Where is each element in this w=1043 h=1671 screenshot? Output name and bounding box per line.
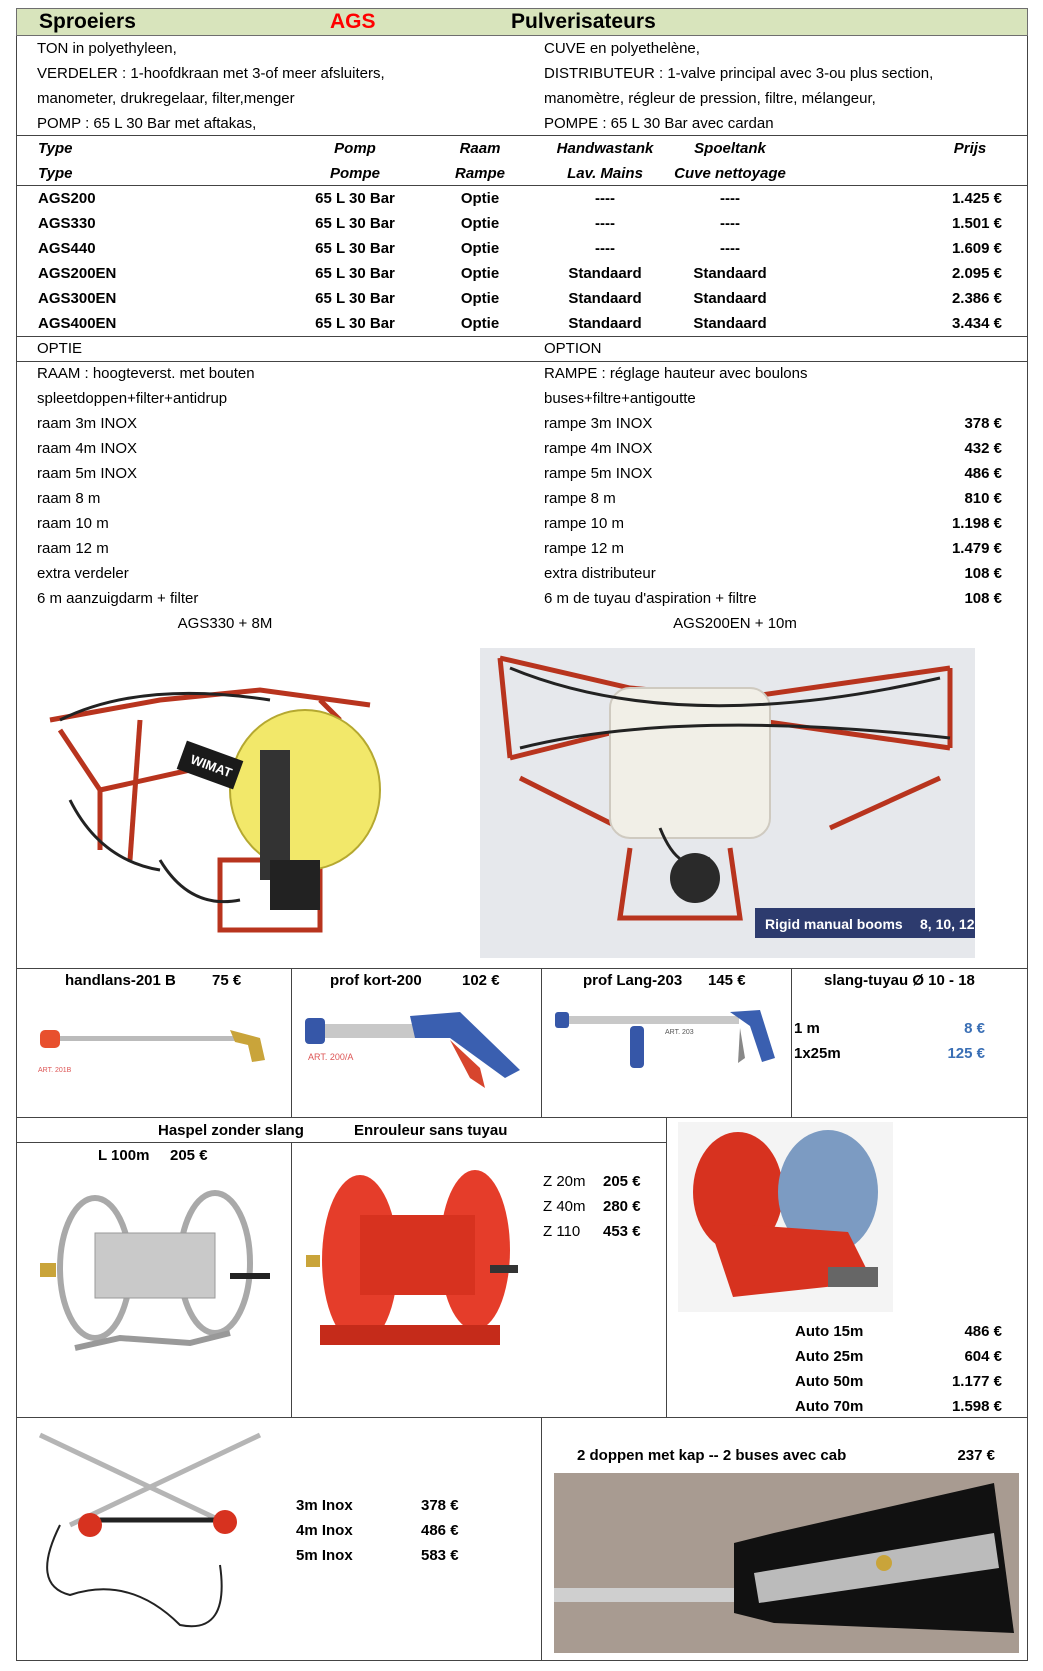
divider <box>16 968 1028 969</box>
reel-auto-label: Auto 15m <box>795 1323 864 1340</box>
option-fr: rampe 10 m <box>544 515 625 532</box>
accessory-name: prof Lang-203 <box>583 972 683 989</box>
reel-z-price: 205 € <box>603 1173 641 1190</box>
option-price: 378 € <box>964 415 1002 432</box>
hose-price: 8 € <box>964 1020 985 1037</box>
sprayer-photo-right <box>480 648 975 958</box>
intro-line: DISTRIBUTEUR : 1-valve principal avec 3-ou plus section, <box>544 65 934 82</box>
col-pompe: Pompe <box>329 165 380 182</box>
row-price: 3.434 € <box>951 315 1002 332</box>
hose-price: 125 € <box>947 1045 985 1062</box>
sprayer-photo-left <box>40 660 420 950</box>
option-label-fr: OPTION <box>544 340 602 357</box>
banner-text: Rigid manual booms <box>765 916 903 932</box>
option-nl: raam 3m INOX <box>37 415 138 432</box>
inox-price: 378 € <box>421 1497 459 1514</box>
row-raam: Optie <box>460 315 500 332</box>
option-price: 1.479 € <box>951 540 1002 557</box>
reels-title-fr: Enrouleur sans tuyau <box>354 1122 508 1139</box>
nozzle-cap-icon <box>554 1473 1019 1653</box>
reel-auto-price: 1.598 € <box>951 1398 1002 1415</box>
row-hand: Standaard <box>568 290 642 307</box>
option-fr: rampe 8 m <box>544 490 616 507</box>
svg-text:ART. 201B: ART. 201B <box>38 1067 72 1074</box>
boom-inox-icon <box>30 1425 290 1640</box>
row-type: AGS400EN <box>38 315 117 332</box>
header-title-fr: Pulverisateurs <box>511 10 656 33</box>
reel-z-label: Z 110 <box>543 1223 581 1240</box>
divider <box>16 185 1028 186</box>
option-fr: extra distributeur <box>544 565 656 582</box>
row-pomp: 65 L 30 Bar <box>315 290 395 307</box>
divider-v <box>291 968 292 1118</box>
option-fr: RAMPE : réglage hauteur avec boulons <box>544 365 808 382</box>
row-spoel: ---- <box>720 240 740 257</box>
option-nl: extra verdeler <box>37 565 129 582</box>
option-fr: rampe 3m INOX <box>544 415 653 432</box>
row-spoel: ---- <box>720 190 740 207</box>
row-spoel: Standaard <box>693 265 767 282</box>
option-fr: buses+filtre+antigoutte <box>544 390 696 407</box>
reel-auto-label: Auto 50m <box>795 1373 864 1390</box>
divider-v <box>541 968 542 1118</box>
inox-label: 4m Inox <box>296 1522 353 1539</box>
intro-line: TON in polyethyleen, <box>37 40 177 57</box>
col-lav: Lav. Mains <box>567 165 643 182</box>
reel-z-price: 453 € <box>603 1223 641 1240</box>
svg-text:ART. 203: ART. 203 <box>665 1029 694 1036</box>
reel-z-label: Z 20m <box>543 1173 586 1190</box>
reel-auto-price: 1.177 € <box>951 1373 1002 1390</box>
option-nl: raam 8 m <box>37 490 101 507</box>
hose-label: 1x25m <box>794 1045 841 1062</box>
row-type: AGS440 <box>38 240 96 257</box>
col-cuve: Cuve nettoyage <box>674 165 786 182</box>
photo-caption-right: AGS200EN + 10m <box>673 615 797 632</box>
option-fr: rampe 5m INOX <box>544 465 653 482</box>
divider <box>16 336 1028 337</box>
reel-auto-price: 604 € <box>964 1348 1002 1365</box>
row-hand: ---- <box>595 240 615 257</box>
inox-label: 5m Inox <box>296 1547 353 1564</box>
nozzles-price: 237 € <box>957 1447 995 1464</box>
row-price: 1.501 € <box>951 215 1002 232</box>
intro-line: VERDELER : 1-hoofdkraan met 3-of meer afsluiters, <box>37 65 385 82</box>
reel-red-icon <box>300 1155 540 1375</box>
reel-auto-label: Auto 70m <box>795 1398 864 1415</box>
accessory-price: 75 € <box>212 972 242 989</box>
intro-line: CUVE en polyethelène, <box>544 40 700 57</box>
row-raam: Optie <box>460 240 500 257</box>
divider-v <box>666 1117 667 1417</box>
divider <box>16 135 1028 136</box>
divider-v <box>541 1417 542 1660</box>
accessory-name: prof kort-200 <box>330 972 422 989</box>
inox-label: 3m Inox <box>296 1497 353 1514</box>
reel-z-label: Z 40m <box>543 1198 586 1215</box>
reels-title-nl: Haspel zonder slang <box>158 1122 304 1139</box>
row-price: 1.425 € <box>951 190 1002 207</box>
row-type: AGS200 <box>38 190 96 207</box>
inox-price: 583 € <box>421 1547 459 1564</box>
row-pomp: 65 L 30 Bar <box>315 190 395 207</box>
option-price: 1.198 € <box>951 515 1002 532</box>
col-spoel: Spoeltank <box>694 140 766 157</box>
row-price: 1.609 € <box>951 240 1002 257</box>
header-title-nl: Sproeiers <box>39 10 136 33</box>
option-fr: 6 m de tuyau d'aspiration + filtre <box>544 590 757 607</box>
option-nl: spleetdoppen+filter+antidrup <box>37 390 228 407</box>
nozzles-title: 2 doppen met kap -- 2 buses avec cab <box>577 1447 847 1464</box>
spray-gun-long-icon <box>550 998 780 1098</box>
header-bar <box>16 8 1028 36</box>
row-raam: Optie <box>460 215 500 232</box>
row-pomp: 65 L 30 Bar <box>315 265 395 282</box>
option-fr: rampe 4m INOX <box>544 440 653 457</box>
option-nl: raam 4m INOX <box>37 440 138 457</box>
option-price: 108 € <box>964 565 1002 582</box>
row-type: AGS300EN <box>38 290 117 307</box>
divider-v <box>291 1142 292 1417</box>
hose-title: slang-tuyau Ø 10 - 18 <box>824 972 975 989</box>
intro-line: POMPE : 65 L 30 Bar avec cardan <box>544 115 774 132</box>
row-pomp: 65 L 30 Bar <box>315 315 395 332</box>
reel-auto-price: 486 € <box>964 1323 1002 1340</box>
header-title-center: AGS <box>330 10 376 33</box>
divider <box>16 1142 667 1143</box>
option-price: 108 € <box>964 590 1002 607</box>
row-spoel: ---- <box>720 215 740 232</box>
option-label-nl: OPTIE <box>37 340 83 357</box>
hose-label: 1 m <box>794 1020 820 1037</box>
row-hand: Standaard <box>568 315 642 332</box>
row-hand: ---- <box>595 190 615 207</box>
option-nl: RAAM : hoogteverst. met bouten <box>37 365 255 382</box>
divider <box>16 1417 1028 1418</box>
reel-galvanized-icon <box>30 1183 280 1373</box>
reel-l100-label: L 100m <box>98 1147 150 1164</box>
option-nl: raam 10 m <box>37 515 109 532</box>
row-type: AGS200EN <box>38 265 117 282</box>
row-raam: Optie <box>460 290 500 307</box>
divider-v <box>791 968 792 1118</box>
reel-l100-price: 205 € <box>170 1147 208 1164</box>
col-pomp: Pomp <box>334 140 376 157</box>
option-nl: 6 m aanzuigdarm + filter <box>37 590 199 607</box>
intro-line: manometer, drukregelaar, filter,menger <box>37 90 295 107</box>
inox-price: 486 € <box>421 1522 459 1539</box>
spray-gun-icon <box>300 998 530 1098</box>
row-spoel: Standaard <box>693 290 767 307</box>
option-price: 810 € <box>964 490 1002 507</box>
divider <box>16 361 1028 362</box>
col-type-fr: Type <box>38 165 73 182</box>
col-type: Type <box>38 140 73 157</box>
photo-caption-left: AGS330 + 8M <box>177 615 273 632</box>
svg-text:ART. 200/A: ART. 200/A <box>308 1052 354 1062</box>
col-raam: Raam <box>459 140 501 157</box>
row-spoel: Standaard <box>693 315 767 332</box>
reel-auto-icon <box>678 1122 893 1312</box>
row-price: 2.095 € <box>951 265 1002 282</box>
option-nl: raam 12 m <box>37 540 109 557</box>
col-prijs: Prijs <box>953 140 987 157</box>
row-raam: Optie <box>460 265 500 282</box>
row-price: 2.386 € <box>951 290 1002 307</box>
reel-auto-label: Auto 25m <box>795 1348 864 1365</box>
row-pomp: 65 L 30 Bar <box>315 215 395 232</box>
option-fr: rampe 12 m <box>544 540 625 557</box>
row-hand: Standaard <box>568 265 642 282</box>
accessory-name: handlans-201 B <box>65 972 176 989</box>
option-price: 486 € <box>964 465 1002 482</box>
frame-bottom <box>16 1660 1028 1661</box>
col-hand: Handwastank <box>556 140 654 157</box>
accessory-price: 102 € <box>462 972 500 989</box>
banner-sizes: 8, 10, 12 <box>920 916 975 932</box>
intro-line: manomètre, régleur de pression, filtre, mélangeur, <box>544 90 876 107</box>
reel-z-price: 280 € <box>603 1198 641 1215</box>
row-type: AGS330 <box>38 215 96 232</box>
option-nl: raam 5m INOX <box>37 465 138 482</box>
brand-label: WIMAT <box>188 751 235 781</box>
accessory-price: 145 € <box>708 972 746 989</box>
row-hand: ---- <box>595 215 615 232</box>
intro-line: POMP : 65 L 30 Bar met aftakas, <box>37 115 257 132</box>
col-rampe: Rampe <box>454 165 506 182</box>
divider <box>16 1117 1028 1118</box>
row-pomp: 65 L 30 Bar <box>315 240 395 257</box>
spray-lance-icon <box>30 1000 280 1080</box>
option-price: 432 € <box>964 440 1002 457</box>
row-raam: Optie <box>460 190 500 207</box>
